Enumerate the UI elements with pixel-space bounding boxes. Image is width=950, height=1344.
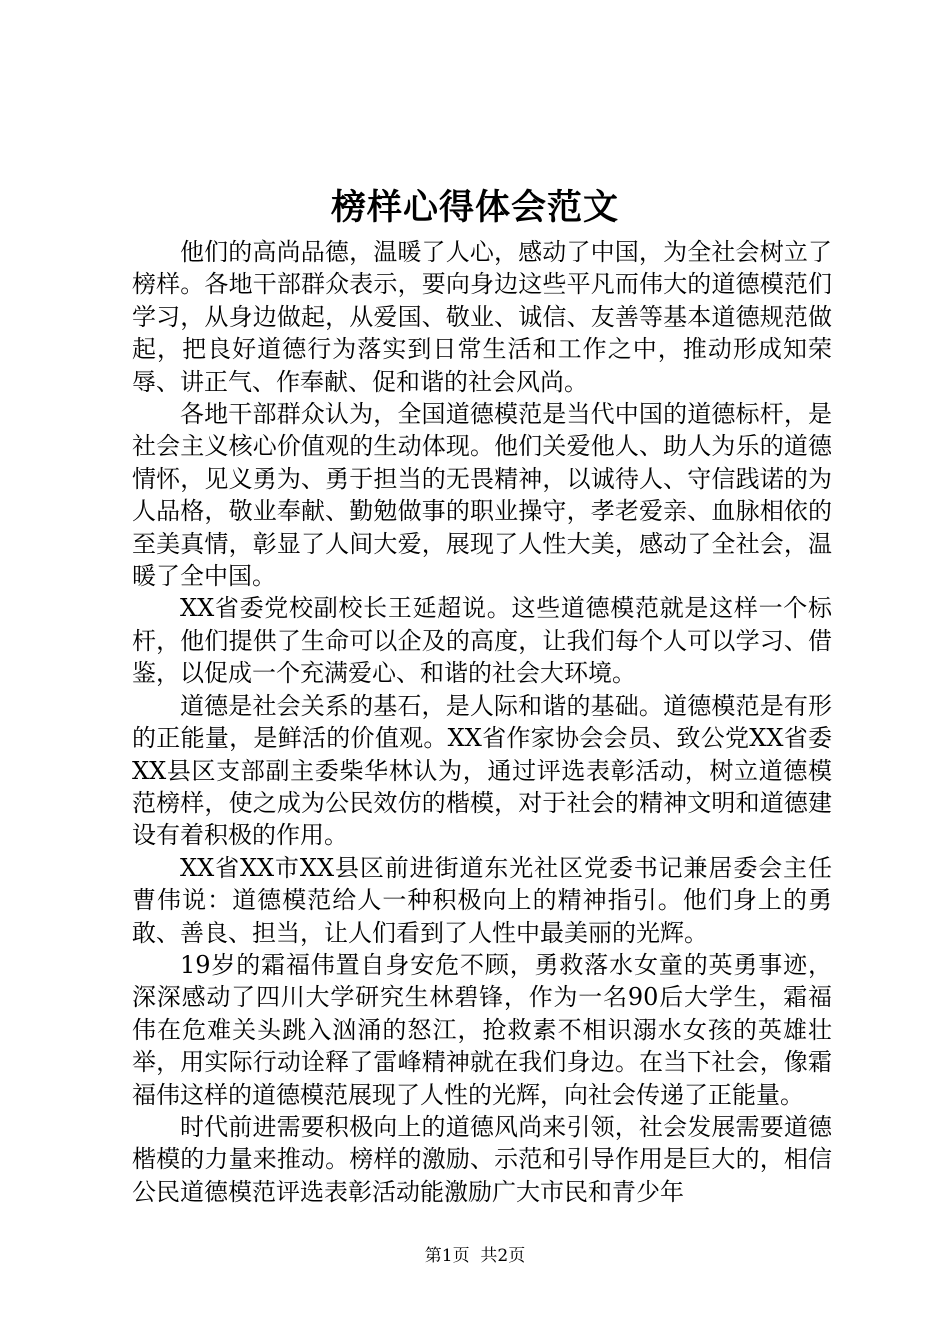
document-title: 榜样心得体会范文 — [330, 187, 619, 228]
paragraph-4: 道德是社会关系的基石，是人际和谐的基础。道德模范是有形的正能量，是鲜活的价值观。XX省作家协会会员、致公党XX省委XX县区支部副主委柴华林认为，通过评选表彰活动，树立道德模范榜样，使之成为公民效仿的楷模，对于社会的精神文明和道德建设有着积极的作用。 — [132, 691, 832, 850]
paragraph-1: 他们的高尚品德，温暖了人心，感动了中国，为全社会树立了榜样。各地干部群众表示，要向身边这些平凡而伟大的道德模范们学习，从身边做起，从爱国、敬业、诚信、友善等基本道德规范做起，把良好道德行为落实到日常生活和工作之中，推动形成知荣辱、讲正气、作奉献、促和谐的社会风尚。 — [132, 238, 832, 396]
paragraph-7: 时代前进需要积极向上的道德风尚来引领，社会发展需要道德楷模的力量来推动。榜样的激励、示范和引导作用是巨大的，相信公民道德模范评选表彰活动能激励广大市民和青少年 — [132, 1112, 832, 1206]
page-number-footer: 第1页 共2页 — [424, 1246, 526, 1266]
paragraph-5: XX省XX市XX县区前进街道东光社区党委书记兼居委会主任曹伟说：道德模范给人一种积极向上的精神指引。他们身上的勇敢、善良、担当，让人们看到了人性中最美丽的光辉。 — [132, 853, 832, 947]
paragraph-2: 各地干部群众认为，全国道德模范是当代中国的道德标杆，是社会主义核心价值观的生动体现。他们关爱他人、助人为乐的道德情怀，见义勇为、勇于担当的无畏精神，以诚待人、守信践诺的为人品格，敬业奉献、勤勉做事的职业操守，孝老爱亲、血脉相依的至美真情，彰显了人间大爱，展现了人性大美，感动了全社会，温暖了全中国。 — [132, 400, 832, 591]
document-body — [132, 236, 832, 1208]
paragraph-6: 19岁的霜福伟置自身安危不顾，勇救落水女童的英勇事迹，深深感动了四川大学研究生林碧锋，作为一名90后大学生，霜福伟在危难关头跳入汹涌的怒江，抢救素不相识溺水女孩的英雄壮举，用实际行动诠释了雷峰精神就在我们身边。在当下社会，像霜福伟这样的道德模范展现了人性的光辉，向社会传递了正能量。 — [132, 950, 832, 1109]
paragraph-3: XX省委党校副校长王延超说。这些道德模范就是这样一个标杆，他们提供了生命可以企及的高度，让我们每个人可以学习、借鉴，以促成一个充满爱心、和谐的社会大环境。 — [132, 594, 832, 688]
